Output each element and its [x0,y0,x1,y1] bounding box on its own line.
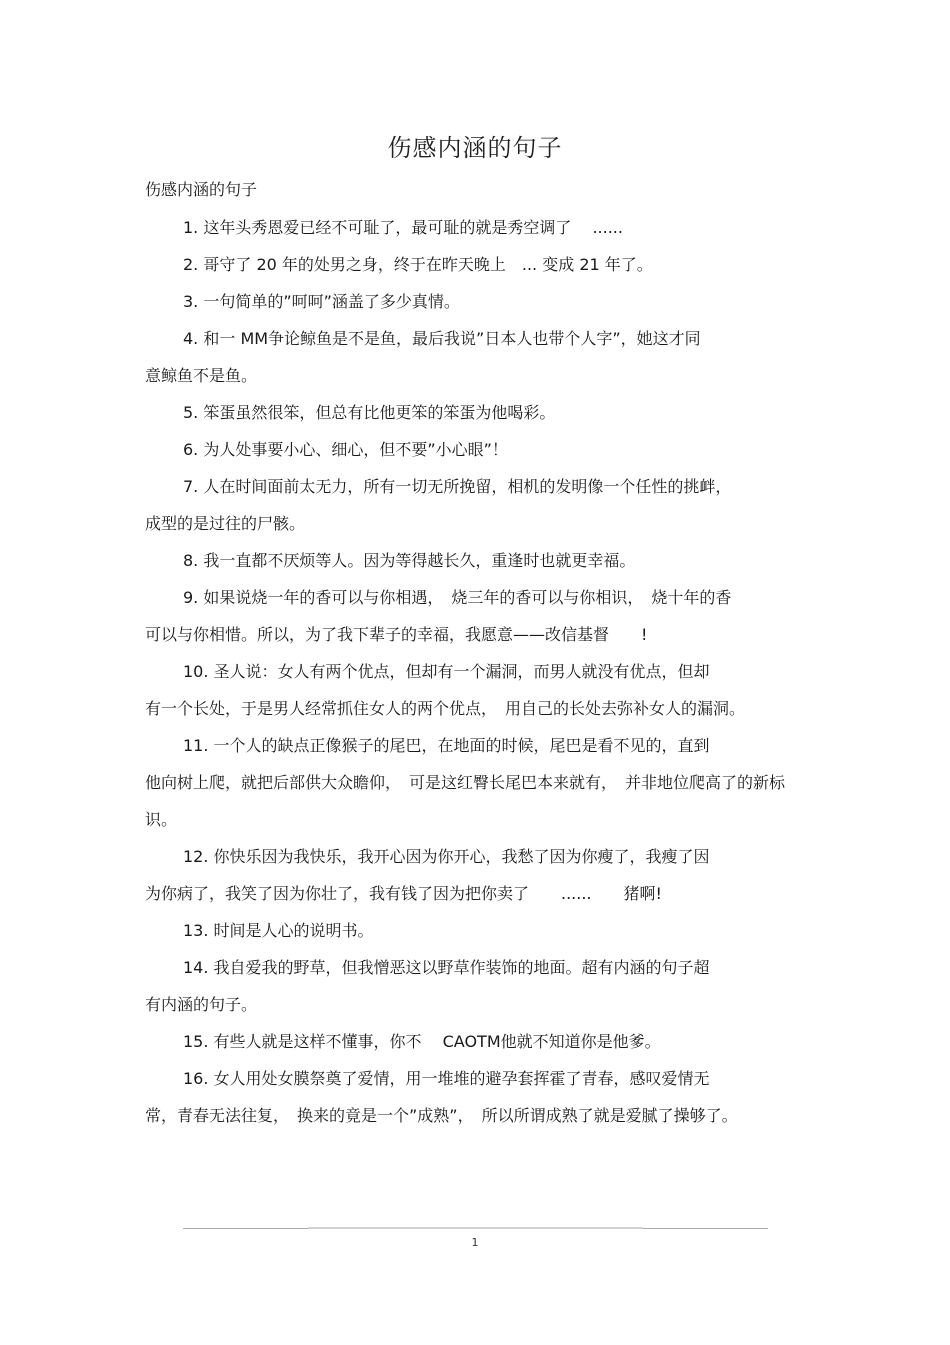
document-subtitle: 伤感内涵的句子 [145,180,258,199]
item-continuation: 他向树上爬，就把后部供大众瞻仰， 可是这红臀长尾巴本来就有， 并非地位爬高了的新标识。 [145,773,786,829]
document-title: 伤感内涵的句子 [387,134,563,162]
item-text: 12. 你快乐因为我快乐，我开心因为你开心，我愁了因为你瘦了，我瘦了因 [183,847,710,866]
item-text: 16. 女人用处女膜祭奠了爱情，用一堆堆的避孕套挥霍了青春，感叹爱情无 [183,1069,710,1088]
document-body [145,209,805,1134]
page-number: 1 [471,1236,479,1249]
list-item [145,727,805,838]
list-item [145,1060,805,1134]
list-item [145,320,805,394]
item-continuation: 有一个长处，于是男人经常抓住女人的两个优点， 用自己的长处去弥补女人的漏洞。 [145,699,746,718]
list-item [145,838,805,912]
item-text: 5. 笨蛋虽然很笨，但总有比他更笨的笨蛋为他喝彩。 [183,403,556,422]
item-text: 10. 圣人说：女人有两个优点，但却有一个漏洞，而男人就没有优点，但却 [183,662,710,681]
list-item [145,1023,805,1060]
item-text: 15. 有些人就是这样不懂事，你不 CAOTM他就不知道你是他爹。 [183,1032,661,1051]
item-text: 13. 时间是人心的说明书。 [183,921,374,940]
item-continuation: 常，青春无法往复， 换来的竟是一个”成熟”， 所以所谓成熟了就是爱腻了操够了。 [145,1106,738,1125]
item-continuation: 为你病了，我笑了因为你壮了，我有钱了因为把你卖了 ...... 猪啊! [145,884,662,903]
item-continuation: 意鲸鱼不是鱼。 [145,366,258,385]
footer-divider [183,1228,768,1229]
item-text: 1. 这年头秀恩爱已经不可耻了，最可耻的就是秀空调了 ...... [183,218,623,237]
list-item [145,394,805,431]
item-text: 6. 为人处事要小心、细心，但不要”小心眼”！ [183,440,508,459]
list-item [145,542,805,579]
list-item [145,431,805,468]
item-text: 8. 我一直都不厌烦等人。因为等得越长久，重逢时也就更幸福。 [183,551,636,570]
item-text: 4. 和一 MM争论鲸鱼是不是鱼，最后我说”日本人也带个人字”，她这才同 [183,329,701,348]
item-text: 7. 人在时间面前太无力，所有一切无所挽留，相机的发明像一个任性的挑衅， [183,477,732,496]
item-text: 14. 我自爱我的野草，但我憎恶这以野草作装饰的地面。超有内涵的句子超 [183,958,710,977]
item-text: 11. 一个人的缺点正像猴子的尾巴，在地面的时候，尾巴是看不见的，直到 [183,736,710,755]
item-text: 9. 如果说烧一年的香可以与你相遇， 烧三年的香可以与你相识， 烧十年的香 [183,588,732,607]
list-item [145,468,805,542]
list-item [145,912,805,949]
item-continuation: 可以与你相惜。所以，为了我下辈子的幸福，我愿意——改信基督 ! [145,625,648,644]
list-item [145,246,805,283]
list-item [145,579,805,653]
item-text: 2. 哥守了 20 年的处男之身，终于在昨天晚上 ... 变成 21 年了。 [183,255,653,274]
item-continuation: 有内涵的句子。 [145,995,258,1014]
item-continuation: 成型的是过往的尸骸。 [145,514,306,533]
list-item [145,209,805,246]
list-item [145,949,805,1023]
item-text: 3. 一句简单的”呵呵”涵盖了多少真情。 [183,292,460,311]
list-item [145,283,805,320]
list-item [145,653,805,727]
